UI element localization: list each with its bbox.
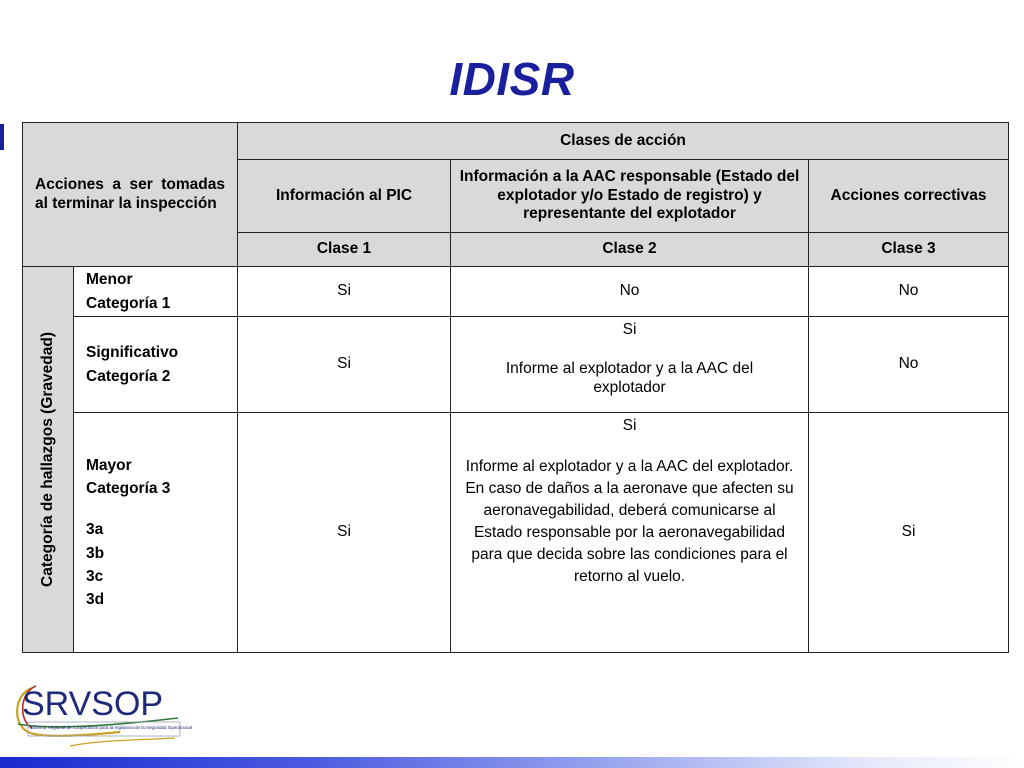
row-label-line: Categoría 2 — [86, 367, 171, 385]
cell-minor-class3: No — [809, 267, 1009, 317]
category-cell — [23, 267, 74, 653]
action-classes-header: Clases de acción — [238, 123, 1009, 160]
row-label-line: 3d — [86, 591, 105, 608]
row-label-major — [74, 413, 238, 653]
cell-major-class3: Si — [809, 413, 1009, 653]
cell-minor-class2: No — [451, 267, 809, 317]
actions-header: Acciones a ser tomadas al terminar la inspección — [23, 123, 238, 267]
cell-major-class2 — [451, 413, 809, 653]
row-label-line: 3a — [86, 521, 104, 539]
column-header-corrective: Acciones correctivas — [809, 160, 1009, 233]
class-2-label: Clase 2 — [451, 233, 809, 267]
cell-significant-class2 — [451, 317, 809, 413]
logo-subtitle: Sistema Regional de Cooperación para la Vigilancia de la Seguridad Operacional — [30, 725, 193, 730]
footer-gradient-bar — [0, 757, 1024, 768]
row-label-line: Menor — [86, 271, 133, 289]
row-label-line: Significativo — [86, 344, 179, 362]
slide-title: IDISR — [449, 53, 575, 105]
class-1-label: Clase 1 — [238, 233, 451, 267]
table-row — [23, 317, 1009, 413]
cell-minor-class1: Si — [238, 267, 451, 317]
row-label-line: Categoría 3 — [86, 480, 171, 497]
table-row — [23, 267, 1009, 317]
row-label-minor — [74, 267, 238, 317]
cell-significant-class1: Si — [238, 317, 451, 413]
category-label: Categoría de hallazgos (Gravedad) — [38, 332, 56, 587]
cell-top-value: Si — [622, 417, 637, 434]
row-label-significant — [74, 317, 238, 413]
cell-top-value: Si — [622, 321, 637, 338]
row-label-line: 3b — [86, 544, 105, 562]
cell-detail-text: Informe al explotador y a la AAC del explotador — [505, 359, 754, 396]
row-label-line: Categoría 1 — [86, 294, 171, 312]
logo-text: SRVSOP — [22, 685, 164, 723]
table-row — [23, 413, 1009, 653]
findings-table — [22, 122, 1009, 653]
class-3-label: Clase 3 — [809, 233, 1009, 267]
cell-detail-text: Informe al explotador y a la AAC del explotador. En caso de daños a la aeronave que afecten su aeronavegabilidad, deberá comunicarse al Estado responsable por la aeronavegabilidad para que decida sobre las condiciones para el retorno al vuelo. — [465, 457, 794, 585]
cell-major-class1: Si — [238, 413, 451, 653]
column-header-pic: Información al PIC — [238, 160, 451, 233]
row-label-line: Mayor — [86, 456, 132, 474]
cell-significant-class3: No — [809, 317, 1009, 413]
column-header-aac: Información a la AAC responsable (Estado del explotador y/o Estado de registro) y representante del explotador — [451, 160, 809, 233]
left-edge-mark — [0, 124, 4, 150]
row-label-line: 3c — [86, 567, 104, 585]
